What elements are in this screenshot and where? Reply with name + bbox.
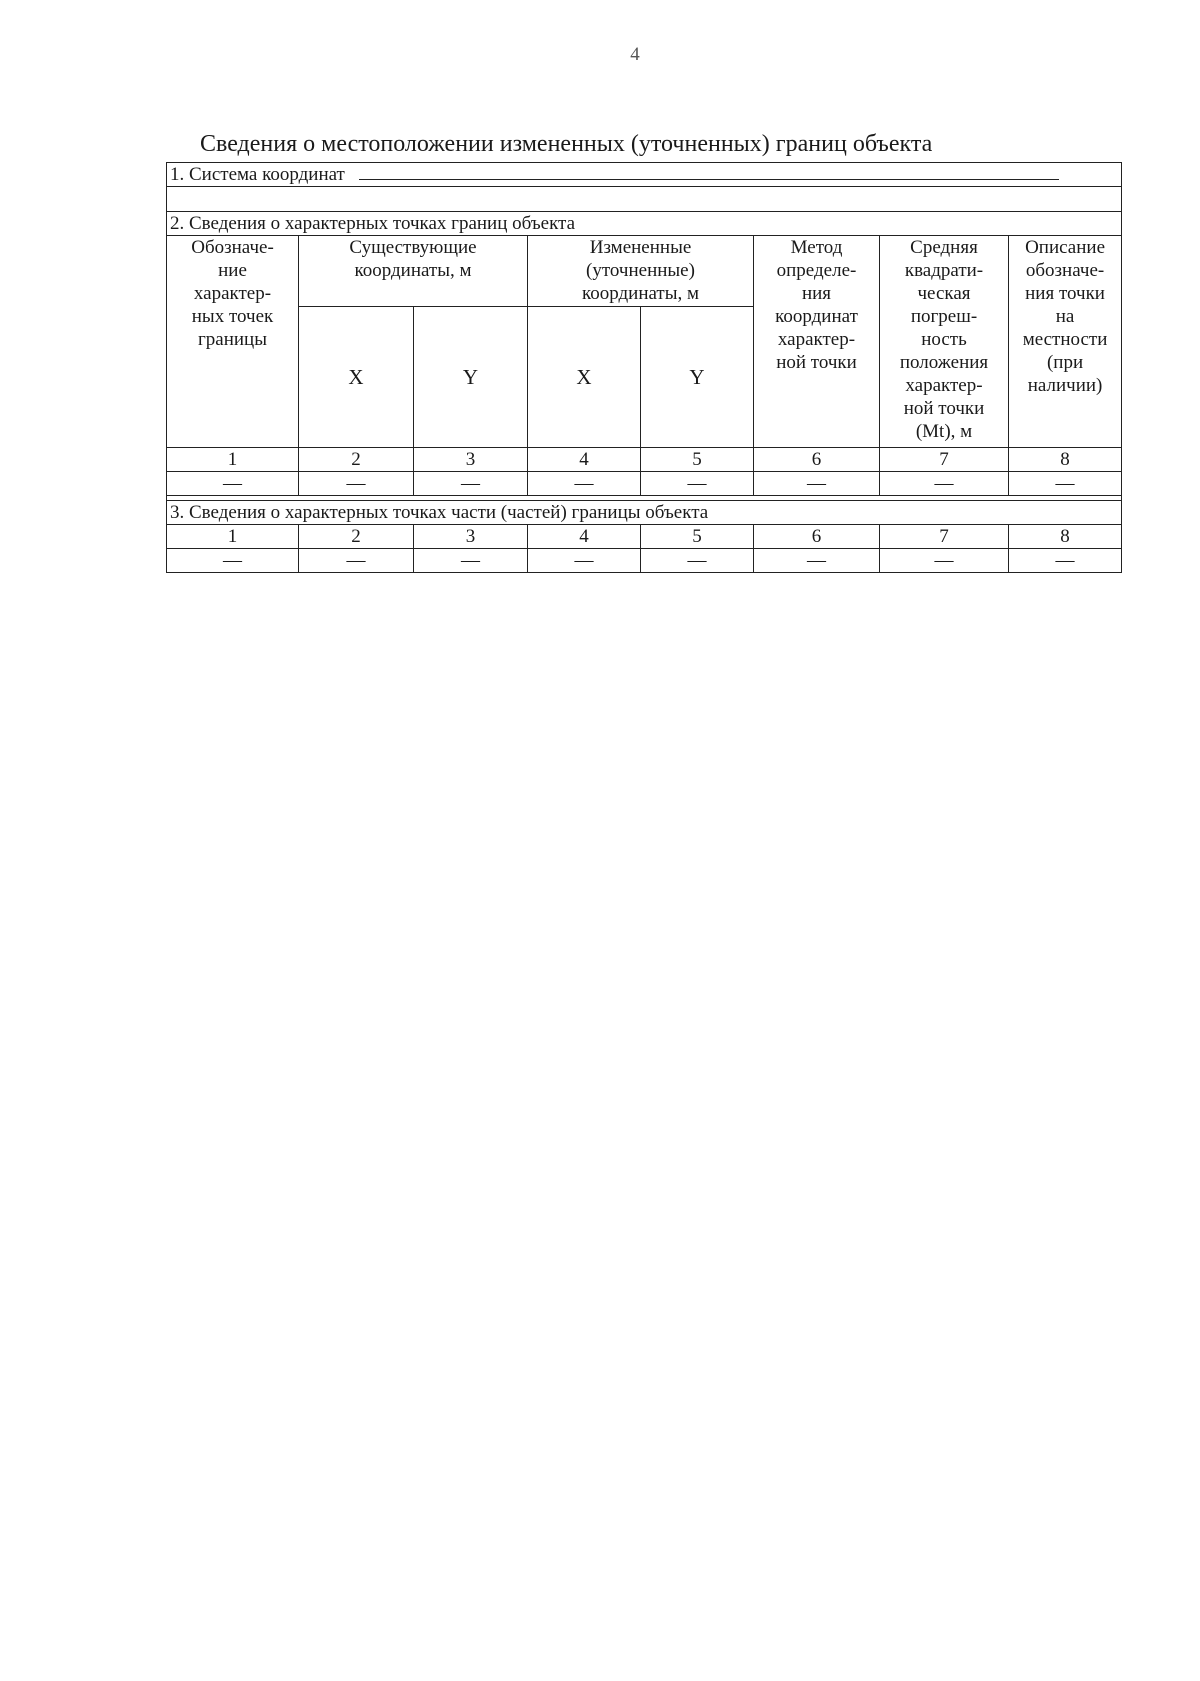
table-cell: — [754, 472, 880, 496]
page-number: 4 [630, 44, 640, 65]
table-cell: — [299, 472, 414, 496]
table-cell: — [528, 549, 641, 573]
table-row [167, 472, 1122, 496]
section-2-header-row [167, 236, 1122, 307]
section-3-column-numbers [167, 525, 1122, 549]
table-cell: — [167, 549, 299, 573]
column-number: 5 [641, 448, 754, 472]
column-number: 8 [1009, 448, 1122, 472]
section-2-row [167, 212, 1122, 236]
table-cell: — [414, 549, 528, 573]
header-existing-y: Y [414, 307, 528, 448]
header-existing-x: X [299, 307, 414, 448]
header-changed-coordinates: Измененные (уточненные) координаты, м [528, 236, 754, 307]
table-cell: — [299, 549, 414, 573]
table-cell: — [528, 472, 641, 496]
table-row [167, 549, 1122, 573]
column-number: 7 [880, 448, 1009, 472]
header-changed-y: Y [641, 307, 754, 448]
header-point-designation: Обозначе- ние характер- ных точек границы [167, 236, 299, 448]
column-number: 4 [528, 525, 641, 549]
column-number: 4 [528, 448, 641, 472]
column-number: 1 [167, 448, 299, 472]
section-1-row [167, 163, 1122, 187]
section-2-column-numbers [167, 448, 1122, 472]
section-1-blank-cell [167, 187, 1122, 212]
table-cell: — [1009, 549, 1122, 573]
section-1-blank-row [167, 187, 1122, 212]
column-number: 3 [414, 525, 528, 549]
page-title: Сведения о местоположении измененных (уточненных) границ объекта [200, 131, 933, 157]
header-determination-method: Метод определе- ния координат характер- ной точки [754, 236, 880, 448]
table-cell: — [1009, 472, 1122, 496]
table-cell: — [414, 472, 528, 496]
column-number: 6 [754, 525, 880, 549]
header-mean-square-error: Средняя квадрати- ческая погреш- ность положения характер- ной точки (Mt), м [880, 236, 1009, 448]
table-cell: — [167, 472, 299, 496]
column-number: 3 [414, 448, 528, 472]
table-cell: — [641, 472, 754, 496]
column-number: 7 [880, 525, 1009, 549]
section-3-row [167, 501, 1122, 525]
section-2-label: 2. Сведения о характерных точках границ объекта [167, 212, 1122, 236]
column-number: 2 [299, 525, 414, 549]
column-number: 1 [167, 525, 299, 549]
header-changed-x: X [528, 307, 641, 448]
column-number: 8 [1009, 525, 1122, 549]
column-number: 6 [754, 448, 880, 472]
section-1-label: 1. Система координат [170, 164, 345, 185]
column-number: 2 [299, 448, 414, 472]
section-3-label: 3. Сведения о характерных точках части (частей) границы объекта [167, 501, 1122, 525]
column-number: 5 [641, 525, 754, 549]
header-existing-coordinates: Существующие координаты, м [299, 236, 528, 307]
coordinate-system-blank-line [359, 165, 1059, 180]
table-cell: — [641, 549, 754, 573]
table-cell: — [880, 549, 1009, 573]
boundary-points-table [166, 162, 1122, 573]
table-cell: — [754, 549, 880, 573]
table-cell: — [880, 472, 1009, 496]
section-1-cell [167, 163, 1122, 187]
header-point-description: Описание обозначе- ния точки на местности (при наличии) [1009, 236, 1122, 448]
